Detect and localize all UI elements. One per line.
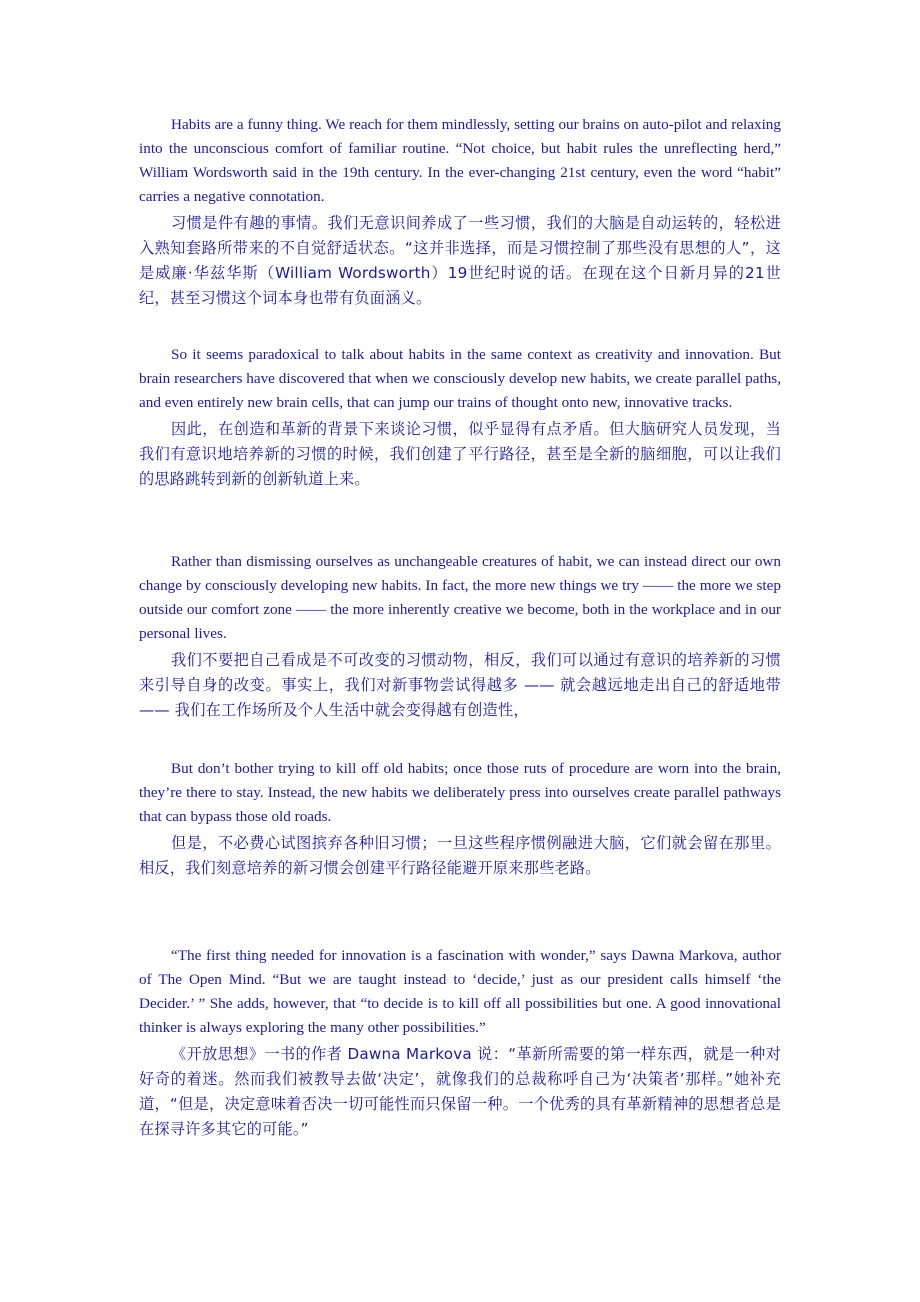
paragraph-block-1 (139, 113, 781, 311)
paragraph-block-4 (139, 757, 781, 881)
english-paragraph-2: So it seems paradoxical to talk about habits in the same context as creativity and innovation. But brain researchers have discovered that when we consciously develop new habits, we create parallel paths, and even entirely new brain cells, that can jump our trains of thought onto new, innovative tracks. (139, 346, 781, 411)
english-paragraph-1: Habits are a funny thing. We reach for them mindlessly, setting our brains on auto-pilot and relaxing into the unconscious comfort of familiar routine. “Not choice, but habit rules the unreflecting herd,” William Wordsworth said in the 19th century. In the ever-changing 21st century, even the word “habit” carries a negative connotation. (139, 116, 781, 205)
chinese-paragraph-4: 但是，不必费心试图摈弃各种旧习惯；一旦这些程序惯例融进大脑，它们就会留在那里。相反，我们刻意培养的新习惯会创建平行路径能避开原来那些老路。 (139, 834, 781, 877)
chinese-paragraph-1: 习惯是件有趣的事情。我们无意识间养成了一些习惯，我们的大脑是自动运转的，轻松进入熟知套路所带来的不自觉舒适状态。“这并非选择，而是习惯控制了那些没有思想的人”，这是威廉·华兹华斯（William Wordsworth）19世纪时说的话。在现在这个日新月异的21世纪，甚至习惯这个词本身也带有负面涵义。 (139, 214, 781, 307)
english-paragraph-5: “The first thing needed for innovation is a fascination with wonder,” says Dawna Markova, author of The Open Mind. “But we are taught instead to ‘decide,’ just as our president calls himself ‘the Decider.’ ” She adds, however, that “to decide is to kill off all possibilities but one. A good innovational thinker is always exploring the many other possibilities.” (139, 947, 781, 1036)
chinese-paragraph-2: 因此，在创造和革新的背景下来谈论习惯，似乎显得有点矛盾。但大脑研究人员发现，当我们有意识地培养新的习惯的时候，我们创建了平行路径，甚至是全新的脑细胞，可以让我们的思路跳转到新的创新轨道上来。 (139, 420, 781, 488)
english-paragraph-4: But don’t bother trying to kill off old habits; once those ruts of procedure are worn into the brain, they’re there to stay. Instead, the new habits we deliberately press into ourselves create parallel pathways that can bypass those old roads. (139, 760, 781, 825)
chinese-paragraph-5: 《开放思想》一书的作者 Dawna Markova 说：“革新所需要的第一样东西，就是一种对好奇的着迷。然而我们被教导去做‘决定’，就像我们的总裁称呼自己为‘决策者’那样。”她补充道，“但是，决定意味着否决一切可能性而只保留一种。一个优秀的具有革新精神的思想者总是在探寻许多其它的可能。” (139, 1045, 781, 1138)
paragraph-block-5 (139, 944, 781, 1142)
chinese-paragraph-3: 我们不要把自己看成是不可改变的习惯动物，相反，我们可以通过有意识的培养新的习惯来引导自身的改变。事实上，我们对新事物尝试得越多 —— 就会越远地走出自己的舒适地带 —— 我们在工作场所及个人生活中就会变得越有创造性， (139, 651, 781, 719)
paragraph-block-2 (139, 343, 781, 492)
english-paragraph-3: Rather than dismissing ourselves as unchangeable creatures of habit, we can instead direct our own change by consciously developing new habits. In fact, the more new things we try —— the more we step outside our comfort zone —— the more inherently creative we become, both in the workplace and in our personal lives. (139, 553, 781, 642)
paragraph-block-3 (139, 550, 781, 723)
